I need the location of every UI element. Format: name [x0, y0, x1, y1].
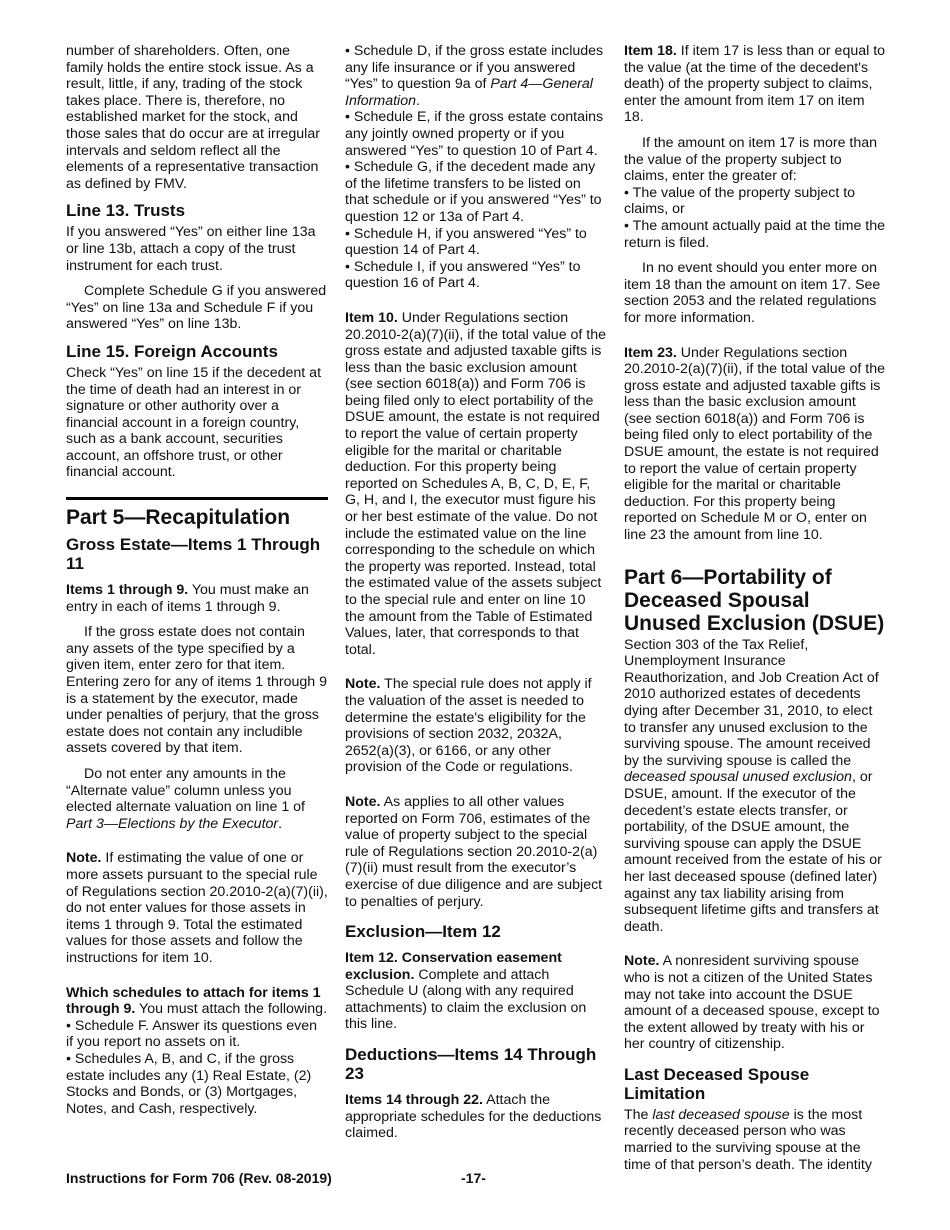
note-1-text: If estimating the value of one or more assets pursuant to the special rule of Regulations section 20.2010-2(a)(7)(ii), do not enter values for those assets in items 1 through 9. Total the estimated values for those assets and follow the instructions for item 10.	[66, 850, 328, 966]
paragraph-item-12	[345, 950, 607, 1033]
items-14-22-text: Attach the appropriate schedules for the deductions claimed.	[345, 1092, 602, 1142]
schedule-d-italic: Part 4—General Information	[345, 76, 593, 109]
bullet-schedule-h: • Schedule H, if you answered “Yes” to question 14 of Part 4.	[345, 225, 587, 259]
note-2-lead: Note.	[345, 676, 381, 693]
note-4-text: A nonresident surviving spouse who is not a citizen of the United States may not take into account the DSUE amount of a deceased spouse, except to the extent allowed by treaty with his or her country of citizenship.	[624, 953, 880, 1053]
paragraph-zero-entry: If the gross estate does not contain any assets of the type specified by a given item, enter zero for that item. Entering zero for any of items 1 through 9 is a statement by the executor, made under penalties of perjury, that the gross estate does not contain any includible assets covered by that item.	[66, 624, 328, 757]
column-3	[624, 43, 886, 1173]
section-303-end: , or DSUE, amount. If the executor of the decedent’s estate elects transfer, or portability, of the DSUE amount, the surviving spouse can apply the DSUE amount received from the estate of his or her last deceased spouse (defined later) against any tax liability arising from subsequent lifetime gifts and transfers at death.	[624, 769, 882, 935]
which-schedules-text: You must attach the following.	[135, 1001, 328, 1018]
item-23-text: Under Regulations section 20.2010-2(a)(7)(ii), if the total value of the gross estate and adjusted taxable gifts is less than the basic exclusion amount (see section 6018(a)) and Form 706 is being filed only to elect portability of the DSUE amount, the estate is not required to report the value of certain property eligible for the marital or charitable deduction. For this property being reported on Schedule M or O, enter on line 23 the amount from line 10.	[624, 344, 886, 544]
paragraph-items-1-9	[66, 582, 328, 615]
paragraph-alternate-value	[66, 766, 328, 832]
alt-value-text: Do not enter any amounts in the “Alternate value” column unless you elected alternate valuation on line 1 of	[66, 766, 305, 816]
footer-page-number: -17-	[461, 1170, 486, 1186]
footer-form-title: Instructions for Form 706 (Rev. 08-2019)	[66, 1170, 332, 1186]
schedule-d-end: .	[415, 92, 420, 109]
bullet-schedule-e: • Schedule E, if the gross estate contains any jointly owned property or if you answered “Yes” to question 10 of Part 4.	[345, 109, 604, 159]
bullet-amount-paid: • The amount actually paid at the time the return is filed.	[624, 217, 886, 251]
paragraph-note-2	[345, 676, 607, 776]
paragraph-line13-1: If you answered “Yes” on either line 13a or line 13b, attach a copy of the trust instrument for each trust.	[66, 224, 316, 274]
heading-line-15: Line 15. Foreign Accounts	[66, 341, 278, 361]
paragraph-no-event: In no event should you enter more on item 18 than the amount on item 17. See section 2053 and the related regulations for more information.	[624, 260, 881, 326]
item-10-text: Under Regulations section 20.2010-2(a)(7)(ii), if the total value of the gross estate and adjusted taxable gifts is less than the basic exclusion amount (see section 6018(a)) and Form 706 is being filed only to elect portability of the DSUE amount, the estate is not required to report the value of certain property eligible for the marital or charitable deduction. For this property being reported on Schedules A, B, C, D, E, F, G, H, and I, the executor must figure his or her best estimate of the value. Do not include the estimated value on the line corresponding to the schedule on which the property was reported. Instead, total the estimated value of the assets subject to the special rule and enter on line 10 the amount from the Table of Estimated Values, later, that corresponds to that total.	[345, 309, 607, 658]
alt-value-italic: Part 3—Elections by the Executor	[66, 815, 279, 832]
bullet-value-property: • The value of the property subject to claims, or	[624, 184, 856, 218]
note-4-lead: Note.	[624, 953, 660, 970]
paragraph-which-schedules	[66, 985, 328, 1018]
item-23-lead: Item 23.	[624, 344, 677, 361]
paragraph-line15: Check “Yes” on line 15 if the decedent at the time of death had an interest in or signature or other authority over a financial account in a foreign country, such as a bank account, securities account, an offshore trust, or other financial account.	[66, 364, 322, 481]
items-14-22-lead: Items 14 through 22.	[345, 1092, 483, 1109]
items-1-9-lead: Items 1 through 9.	[66, 582, 189, 599]
note-2-text: The special rule does not apply if the valuation of the asset is needed to determine the estate's eligibility for the provisions of section 2032, 2032A, 2652(a)(3), or 6166, or any other provision of the Code or regulations.	[345, 676, 592, 776]
note-3-lead: Note.	[345, 793, 381, 810]
heading-line-13: Line 13. Trusts	[66, 201, 186, 221]
part-5-section	[66, 497, 328, 529]
paragraph-item-10	[345, 310, 607, 658]
alt-value-end: .	[278, 815, 283, 832]
paragraph-note-3	[345, 794, 607, 910]
column-1	[66, 43, 328, 1117]
paragraph-last-deceased	[624, 1107, 886, 1173]
paragraph-section-303	[624, 637, 886, 936]
paragraph-note-1	[66, 850, 328, 966]
heading-deductions: Deductions—Items 14 Through 23	[345, 1045, 597, 1084]
section-303-italic: deceased spousal unused exclusion	[624, 769, 852, 786]
note-3-text: As applies to all other values reported on Form 706, estimates of the value of property subject to the special rule of Regulations section 20.2010-2(a)(7)(ii) must result from the executor’s exercise of due diligence and are subject to penalties of perjury.	[345, 793, 603, 910]
items-1-9-text: You must make an entry in each of items 1 through 9.	[66, 582, 309, 615]
last-deceased-text: The	[624, 1106, 653, 1123]
paragraph-note-4	[624, 953, 886, 1053]
bullet-schedule-i: • Schedule I, if you answered “Yes” to question 16 of Part 4.	[345, 258, 581, 292]
heading-last-deceased-spouse: Last Deceased Spouse Limitation	[624, 1064, 810, 1103]
bullet-schedule-g: • Schedule G, if the decedent made any of the lifetime transfers to be listed on that schedule or if you answered “Yes” to question 12 or 13a of Part 4.	[345, 159, 602, 225]
bullet-schedule-d	[345, 43, 607, 109]
note-1-lead: Note.	[66, 850, 102, 867]
column-2	[345, 43, 607, 1142]
item-18-lead: Item 18.	[624, 43, 677, 59]
paragraph-items-14-22	[345, 1092, 607, 1142]
paragraph-intro: number of shareholders. Often, one family holds the entire stock issue. As a result, little, if any, trading of the stock takes place. There is, therefore, no established market for the stock, and those sales that do occur are at irregular intervals and seldom reflect all the elements of a representative transaction as defined by FMV.	[66, 43, 320, 192]
heading-part-6: Part 6—Portability of Deceased Spousal Unused Exclusion (DSUE)	[624, 565, 885, 635]
item-12-lead: Item 12. Conservation easement exclusion.	[345, 950, 562, 983]
last-deceased-end: is the most recently deceased person who was married to the surviving spouse at the time of that person’s death. The identity	[624, 1106, 872, 1173]
heading-gross-estate: Gross Estate—Items 1 Through 11	[66, 535, 321, 574]
heading-exclusion: Exclusion—Item 12	[345, 922, 501, 942]
last-deceased-italic: last deceased spouse	[652, 1106, 790, 1123]
section-303-text: Section 303 of the Tax Relief, Unemployment Insurance Reauthorization, and Job Creation Act of 2010 authorized estates of decedents dying after December 31, 2010, to elect to transfer any unused exclusion to the surviving spouse. The amount received by the surviving spouse is called the	[624, 636, 879, 769]
item-12-text: Complete and attach Schedule U (along with any required attachments) to claim the exclusion on this line.	[345, 966, 587, 1033]
bullet-schedule-f: • Schedule F. Answer its questions even if you report no assets on it.	[66, 1017, 318, 1051]
paragraph-more-than: If the amount on item 17 is more than the value of the property subject to claims, enter the greater of:	[624, 134, 878, 185]
item-18-text: If item 17 is less than or equal to the value (at the time of the decedent's death) of the property subject to claims, enter the amount from item 17 on item 18.	[624, 43, 886, 126]
bullet-schedules-abc: • Schedules A, B, and C, if the gross estate includes any (1) Real Estate, (2) Stocks and Bonds, or (3) Mortgages, Notes, and Cash, respectively.	[66, 1050, 312, 1117]
item-10-lead: Item 10.	[345, 309, 398, 326]
which-schedules-lead: Which schedules to attach for items 1 through 9.	[66, 984, 321, 1018]
paragraph-item-23	[624, 345, 886, 544]
paragraph-item-18	[624, 43, 886, 126]
paragraph-line13-2: Complete Schedule G if you answered “Yes” on line 13a and Schedule F if you answered “Yes” on line 13b.	[66, 283, 327, 333]
heading-part-5: Part 5—Recapitulation	[66, 506, 291, 530]
schedule-d-text: • Schedule D, if the gross estate includes any life insurance or if you answered “Yes” to question 9a of	[345, 43, 604, 93]
